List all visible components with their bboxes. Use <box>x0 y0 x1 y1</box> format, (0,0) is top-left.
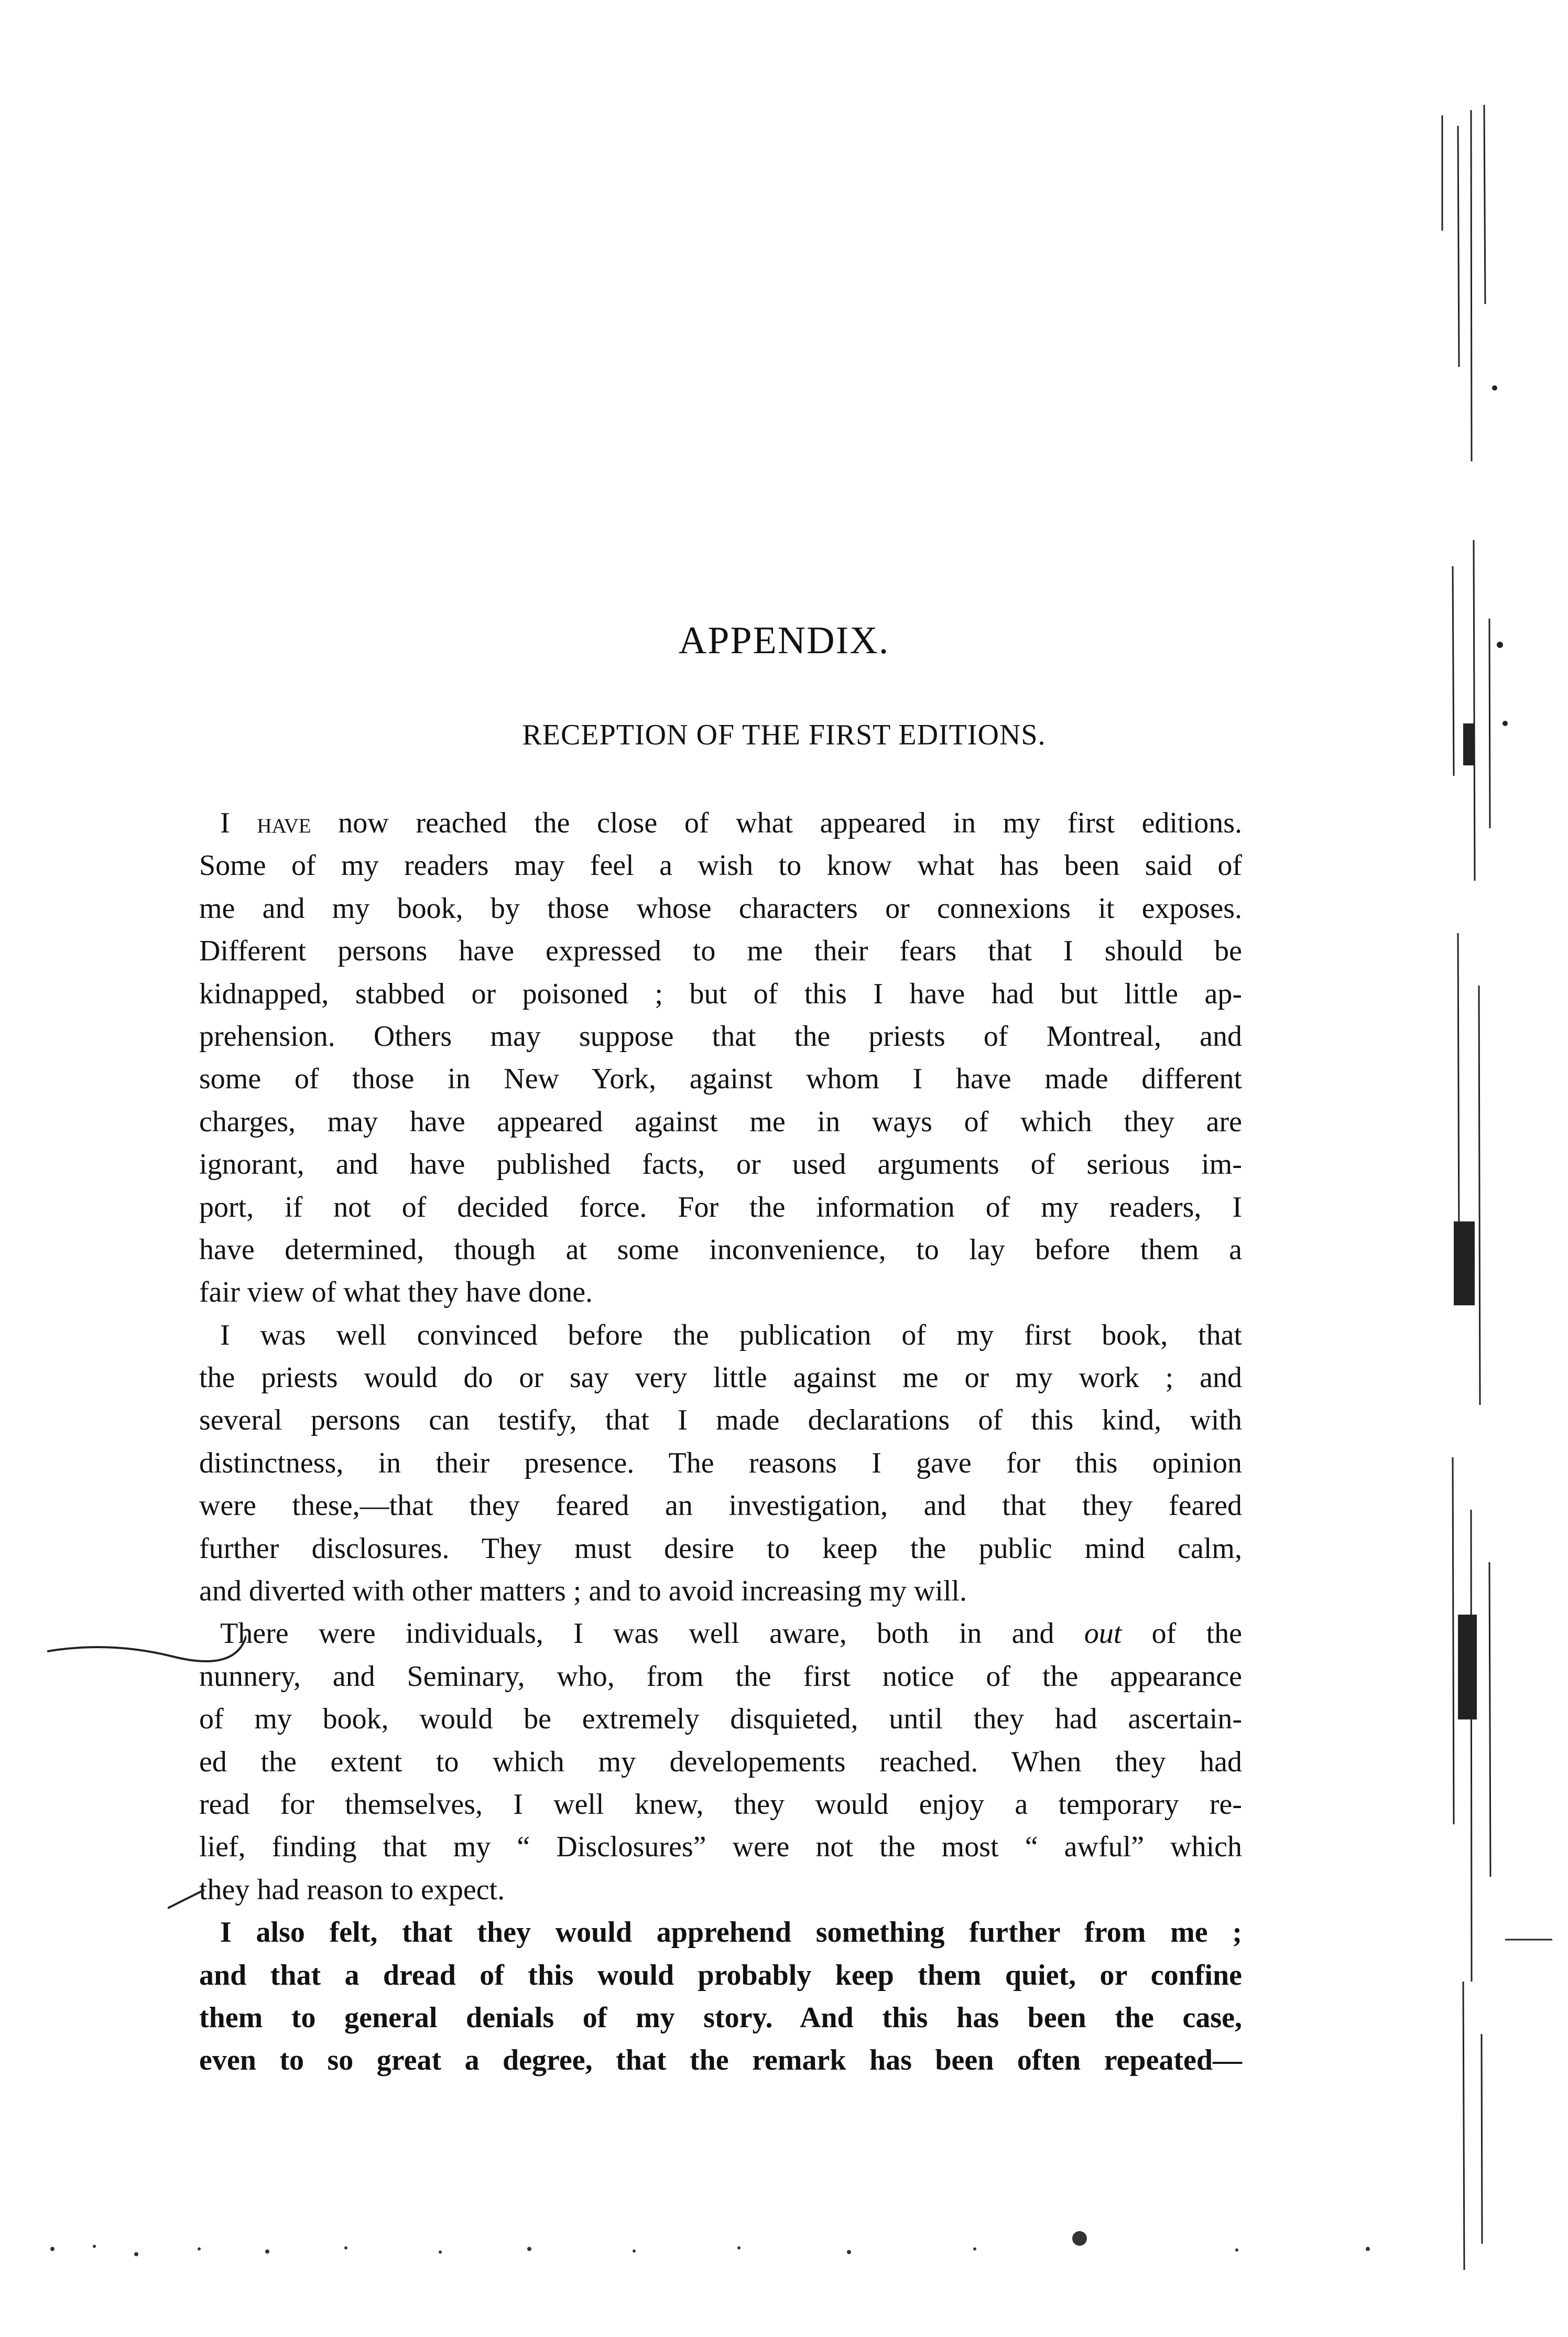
text-line: and diverted with other matters ; and to avoid increasing my will. <box>199 1575 967 1608</box>
text-line: fair view of what they have done. <box>199 1276 593 1309</box>
scan-bottom-noise <box>31 2217 1446 2280</box>
text-line: some of those in New York, against whom I have made different <box>199 1063 1242 1096</box>
scan-edge-artifact <box>1421 94 1558 2296</box>
text-line: ignorant, and have published facts, or used arguments of serious im- <box>199 1148 1242 1181</box>
text-line: them to general denials of my story. And this has been the case, <box>199 2001 1242 2034</box>
text-line: I also felt, that they would apprehend something further from me ; <box>220 1916 1242 1949</box>
text-line: Some of my readers may feel a wish to know what has been said of <box>199 849 1242 882</box>
text-line: nunnery, and Seminary, who, from the first notice of the appearance <box>199 1660 1242 1693</box>
text-line: prehension. Others may suppose that the priests of Montreal, and <box>199 1020 1242 1053</box>
body-text <box>199 802 1242 2082</box>
text-line: I have now reached the close of what appeared in my first editions. <box>220 807 1242 839</box>
text-line: distinctness, in their presence. The reasons I gave for this opinion <box>199 1446 1242 1479</box>
pen-mark <box>47 1620 246 1683</box>
text-line: have determined, though at some inconvenience, to lay before them a <box>199 1233 1242 1266</box>
text-line: me and my book, by those whose characters or connexions it exposes. <box>199 892 1242 925</box>
text-line: even to so great a degree, that the remark has been often repeated— <box>199 2044 1242 2077</box>
text-line: There were individuals, I was well aware, both in and out of the <box>220 1617 1243 1650</box>
pen-tick-mark <box>168 1887 210 1919</box>
text-line: and that a dread of this would probably keep them quiet, or confine <box>199 1959 1242 1992</box>
text-line: kidnapped, stabbed or poisoned ; but of this I have had but little ap- <box>199 977 1242 1010</box>
text-line: read for themselves, I well knew, they would enjoy a temporary re- <box>199 1788 1242 1821</box>
page-title: APPENDIX. <box>678 619 890 662</box>
text-line: charges, may have appeared against me in ways of which they are <box>199 1105 1242 1138</box>
text-line: I was well convinced before the publication of my first book, that <box>220 1318 1242 1351</box>
text-line: lief, finding that my “ Disclosures” were not the most “ awful” which <box>199 1831 1242 1864</box>
text-line: they had reason to expect. <box>199 1873 505 1906</box>
text-line: ed the extent to which my developements reached. When they had <box>199 1745 1242 1778</box>
text-line: several persons can testify, that I made declarations of this kind, with <box>199 1404 1242 1437</box>
text-line: Different persons have expressed to me their fears that I should be <box>199 935 1242 968</box>
text-line: the priests would do or say very little against me or my work ; and <box>199 1361 1242 1394</box>
text-line: were these,—that they feared an investigation, and that they feared <box>199 1489 1242 1522</box>
section-subtitle: RECEPTION OF THE FIRST EDITIONS. <box>522 719 1046 751</box>
text-line: of my book, would be extremely disquieted, until they had ascertain- <box>199 1703 1242 1736</box>
text-line: further disclosures. They must desire to keep the public mind calm, <box>199 1532 1242 1565</box>
text-line: port, if not of decided force. For the information of my readers, I <box>199 1191 1242 1224</box>
